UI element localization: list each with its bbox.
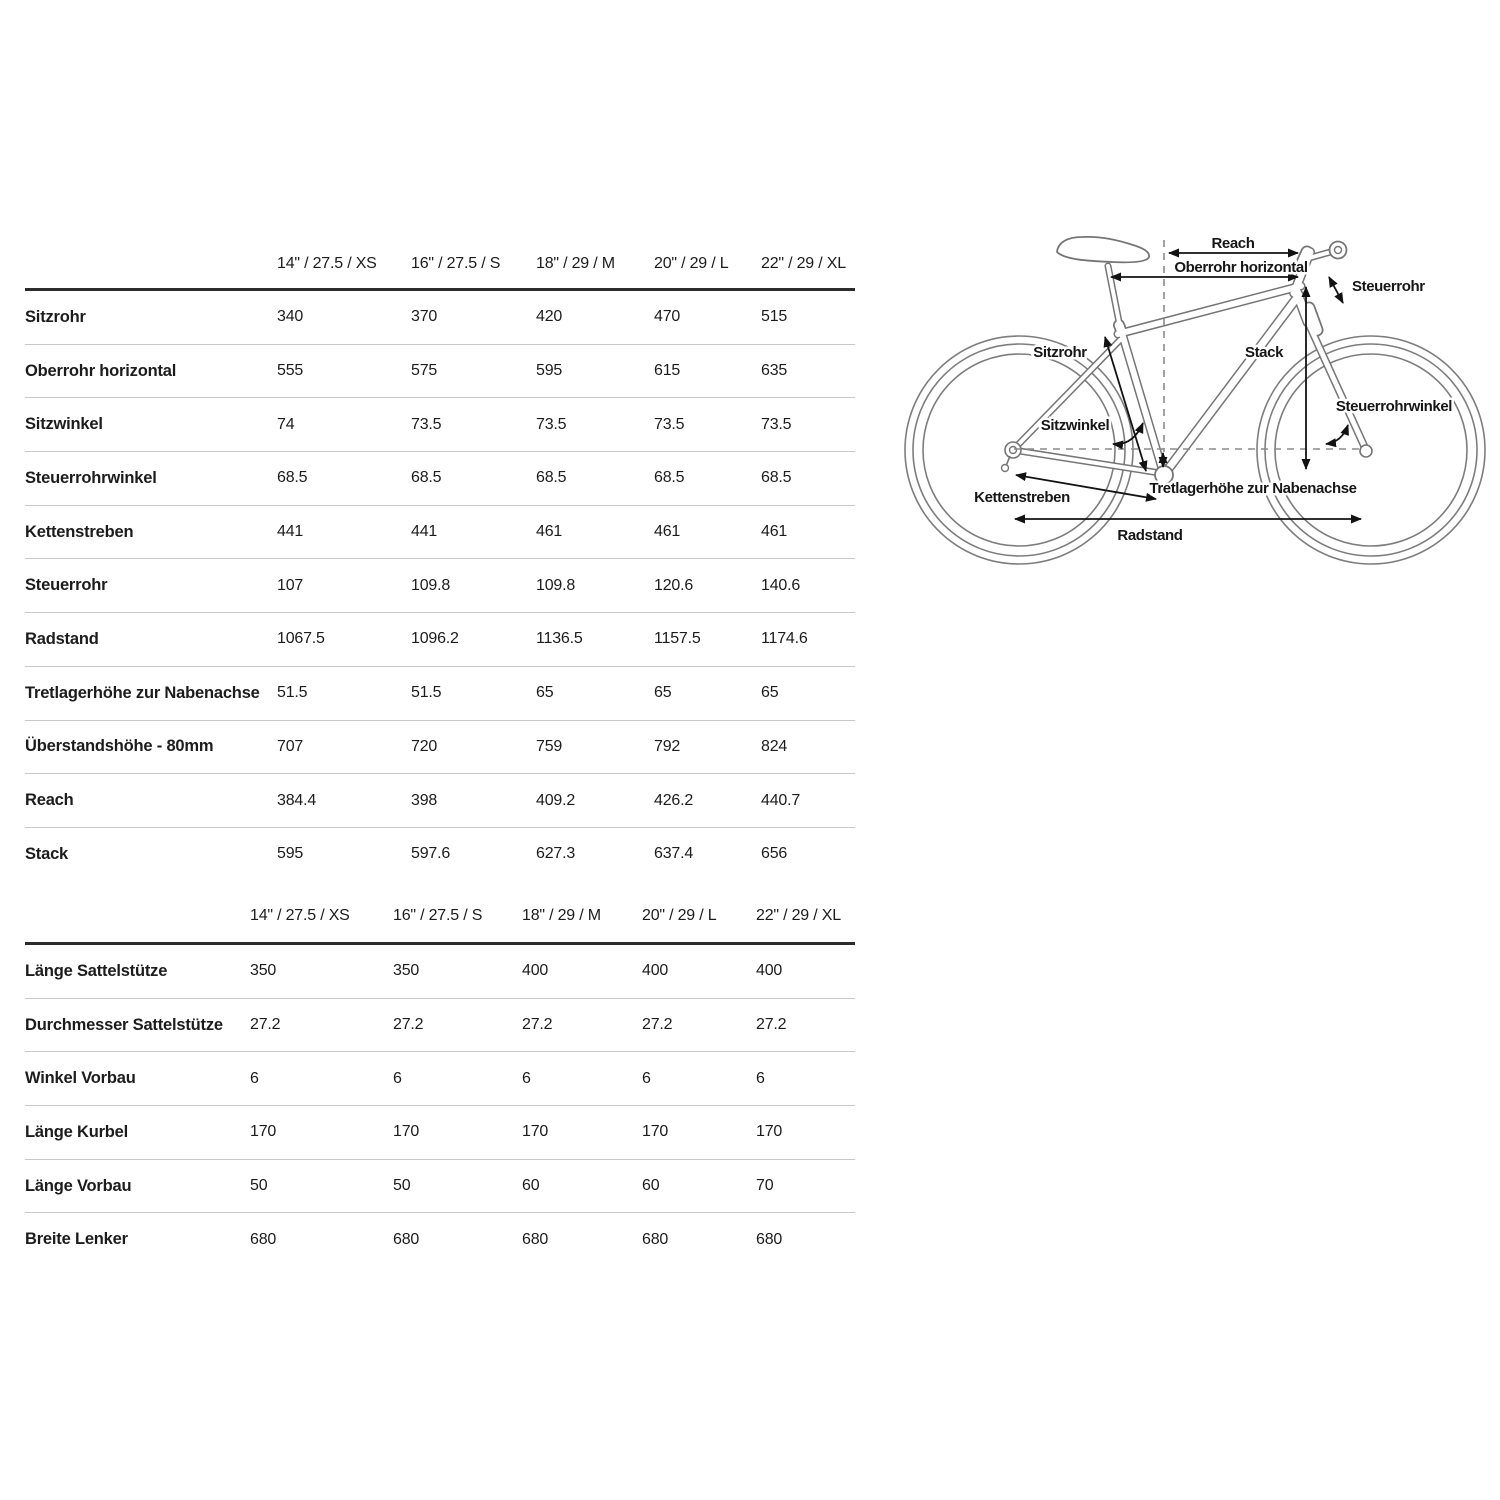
cell-value: 60 bbox=[522, 1177, 540, 1195]
table-row bbox=[25, 452, 855, 506]
table-row bbox=[25, 1052, 855, 1106]
cell-value: 170 bbox=[756, 1123, 783, 1141]
row-label: Tretlagerhöhe zur Nabenachse bbox=[25, 683, 260, 702]
table-row bbox=[25, 1160, 855, 1214]
cell-value: 441 bbox=[277, 523, 304, 541]
tretlagerhoehe-label: Tretlagerhöhe zur Nabenachse bbox=[1149, 480, 1357, 497]
sitzrohr-label: Sitzrohr bbox=[1033, 344, 1087, 361]
column-header-l: 20" / 29 / L bbox=[654, 255, 729, 272]
cell-value: 555 bbox=[277, 362, 304, 380]
column-header-m: 18" / 29 / M bbox=[522, 907, 601, 924]
stack-label: Stack bbox=[1244, 344, 1284, 361]
cell-value: 6 bbox=[642, 1069, 651, 1087]
cell-value: 50 bbox=[393, 1177, 411, 1195]
cell-value: 51.5 bbox=[411, 684, 442, 702]
cell-value: 824 bbox=[761, 737, 788, 755]
row-label: Durchmesser Sattelstütze bbox=[25, 1015, 223, 1034]
cell-value: 680 bbox=[522, 1230, 549, 1248]
table-row bbox=[25, 667, 855, 721]
cell-value: 792 bbox=[654, 737, 681, 755]
table-row bbox=[25, 506, 855, 560]
oberrohr-label: Oberrohr horizontal bbox=[1174, 259, 1308, 276]
diagram-labels bbox=[974, 235, 1452, 544]
cell-value: 73.5 bbox=[761, 415, 792, 433]
cell-value: 637.4 bbox=[654, 845, 694, 863]
handlebar-icon bbox=[1330, 242, 1347, 259]
cell-value: 350 bbox=[250, 962, 277, 980]
cell-value: 470 bbox=[654, 308, 681, 326]
cell-value: 575 bbox=[411, 362, 438, 380]
table-row bbox=[25, 613, 855, 667]
cell-value: 409.2 bbox=[536, 791, 576, 809]
column-header-l: 20" / 29 / L bbox=[642, 907, 717, 924]
cell-value: 140.6 bbox=[761, 576, 801, 594]
column-header-xs: 14" / 27.5 / XS bbox=[277, 255, 377, 272]
cell-value: 27.2 bbox=[756, 1016, 787, 1034]
cell-value: 1067.5 bbox=[277, 630, 325, 648]
cell-value: 656 bbox=[761, 845, 788, 863]
row-label: Steuerrohr bbox=[25, 576, 108, 595]
cell-value: 27.2 bbox=[250, 1016, 281, 1034]
cell-value: 70 bbox=[756, 1177, 774, 1195]
cell-value: 595 bbox=[536, 362, 563, 380]
cell-value: 1096.2 bbox=[411, 630, 459, 648]
table-row bbox=[25, 999, 855, 1053]
cell-value: 65 bbox=[761, 684, 779, 702]
cell-value: 170 bbox=[393, 1123, 420, 1141]
cell-value: 6 bbox=[250, 1069, 259, 1087]
column-header-s: 16" / 27.5 / S bbox=[393, 907, 483, 924]
cell-value: 170 bbox=[642, 1123, 669, 1141]
row-label: Stack bbox=[25, 844, 69, 863]
cell-value: 461 bbox=[761, 523, 788, 541]
cell-value: 170 bbox=[522, 1123, 549, 1141]
cell-value: 461 bbox=[536, 523, 563, 541]
components-table-header bbox=[25, 890, 855, 945]
cell-value: 340 bbox=[277, 308, 304, 326]
cell-value: 426.2 bbox=[654, 791, 694, 809]
cell-value: 6 bbox=[756, 1069, 765, 1087]
table-row bbox=[25, 291, 855, 345]
cell-value: 707 bbox=[277, 737, 304, 755]
cell-value: 68.5 bbox=[761, 469, 792, 487]
cell-value: 627.3 bbox=[536, 845, 576, 863]
row-label: Winkel Vorbau bbox=[25, 1069, 136, 1088]
cell-value: 109.8 bbox=[536, 576, 576, 594]
cell-value: 107 bbox=[277, 576, 304, 594]
row-label: Sitzwinkel bbox=[25, 415, 103, 434]
cell-value: 680 bbox=[642, 1230, 669, 1248]
cell-value: 400 bbox=[756, 962, 783, 980]
row-label: Länge Vorbau bbox=[25, 1176, 132, 1195]
row-label: Länge Kurbel bbox=[25, 1122, 129, 1141]
row-label: Oberrohr horizontal bbox=[25, 361, 177, 380]
geometry-table bbox=[25, 240, 855, 881]
cell-value: 461 bbox=[654, 523, 681, 541]
table-row bbox=[25, 1106, 855, 1160]
row-label: Länge Sattelstütze bbox=[25, 961, 168, 980]
sitzwinkel-label: Sitzwinkel bbox=[1040, 417, 1110, 434]
cell-value: 170 bbox=[250, 1123, 277, 1141]
cell-value: 720 bbox=[411, 737, 438, 755]
cell-value: 680 bbox=[393, 1230, 420, 1248]
cell-value: 1136.5 bbox=[536, 630, 583, 648]
cell-value: 73.5 bbox=[654, 415, 685, 433]
cell-value: 384.4 bbox=[277, 791, 317, 809]
column-header-xs: 14" / 27.5 / XS bbox=[250, 907, 350, 924]
cell-value: 398 bbox=[411, 791, 438, 809]
steuerrohrwinkel-angle-arrow bbox=[1326, 425, 1348, 444]
cell-value: 51.5 bbox=[277, 684, 308, 702]
table-row bbox=[25, 721, 855, 775]
cell-value: 597.6 bbox=[411, 845, 451, 863]
cell-value: 60 bbox=[642, 1177, 660, 1195]
cell-value: 680 bbox=[250, 1230, 277, 1248]
cell-value: 27.2 bbox=[522, 1016, 553, 1034]
column-header-m: 18" / 29 / M bbox=[536, 255, 615, 272]
steuerrohrwinkel-label: Steuerrohrwinkel bbox=[1335, 398, 1453, 415]
table-row bbox=[25, 1213, 855, 1266]
cell-value: 440.7 bbox=[761, 791, 801, 809]
cell-value: 6 bbox=[522, 1069, 531, 1087]
cell-value: 120.6 bbox=[654, 576, 694, 594]
sitzwinkel-angle-arrow bbox=[1113, 423, 1143, 444]
cell-value: 615 bbox=[654, 362, 681, 380]
row-label: Überstandshöhe - 80mm bbox=[25, 737, 214, 756]
cell-value: 6 bbox=[393, 1069, 402, 1087]
table-row bbox=[25, 774, 855, 828]
cell-value: 68.5 bbox=[654, 469, 685, 487]
cell-value: 759 bbox=[536, 737, 563, 755]
components-table bbox=[25, 890, 855, 1266]
row-label: Reach bbox=[25, 791, 74, 810]
cell-value: 65 bbox=[654, 684, 672, 702]
geometry-table-header bbox=[25, 240, 855, 291]
column-header-xl: 22" / 29 / XL bbox=[756, 907, 841, 924]
radstand-label: Radstand bbox=[1117, 527, 1183, 544]
cell-value: 441 bbox=[411, 523, 438, 541]
cell-value: 50 bbox=[250, 1177, 268, 1195]
rear-axle-icon bbox=[1005, 442, 1021, 458]
table-row bbox=[25, 945, 855, 999]
table-row bbox=[25, 398, 855, 452]
geometry-table-body bbox=[25, 291, 855, 881]
reach-label: Reach bbox=[1211, 235, 1255, 252]
row-label: Breite Lenker bbox=[25, 1230, 128, 1249]
cell-value: 65 bbox=[536, 684, 554, 702]
cell-value: 635 bbox=[761, 362, 788, 380]
row-label: Steuerrohrwinkel bbox=[25, 468, 157, 487]
cell-value: 420 bbox=[536, 308, 563, 326]
steuerrohr-arrow bbox=[1329, 277, 1343, 303]
cell-value: 515 bbox=[761, 308, 788, 326]
cell-value: 73.5 bbox=[411, 415, 442, 433]
cell-value: 680 bbox=[756, 1230, 783, 1248]
row-label: Sitzrohr bbox=[25, 307, 86, 326]
cell-value: 370 bbox=[411, 308, 438, 326]
cell-value: 74 bbox=[277, 415, 295, 433]
bike-geometry-diagram bbox=[878, 190, 1500, 620]
cell-value: 27.2 bbox=[393, 1016, 424, 1034]
cell-value: 1157.5 bbox=[654, 630, 701, 648]
steuerrohr-label: Steuerrohr bbox=[1352, 278, 1425, 295]
kettenstreben-label: Kettenstreben bbox=[974, 489, 1070, 506]
cell-value: 27.2 bbox=[642, 1016, 673, 1034]
cell-value: 73.5 bbox=[536, 415, 567, 433]
front-axle-icon bbox=[1360, 445, 1372, 457]
cell-value: 350 bbox=[393, 962, 420, 980]
table-row bbox=[25, 345, 855, 399]
cell-value: 1174.6 bbox=[761, 630, 808, 648]
cell-value: 400 bbox=[522, 962, 549, 980]
table-row bbox=[25, 559, 855, 613]
cell-value: 400 bbox=[642, 962, 669, 980]
cell-value: 68.5 bbox=[411, 469, 442, 487]
components-table-body bbox=[25, 945, 855, 1266]
cell-value: 68.5 bbox=[277, 469, 308, 487]
row-label: Kettenstreben bbox=[25, 522, 134, 541]
cell-value: 595 bbox=[277, 845, 304, 863]
row-label: Radstand bbox=[25, 629, 99, 648]
cell-value: 68.5 bbox=[536, 469, 567, 487]
saddle-icon bbox=[1057, 237, 1149, 263]
column-header-s: 16" / 27.5 / S bbox=[411, 255, 501, 272]
cell-value: 109.8 bbox=[411, 576, 451, 594]
column-header-xl: 22" / 29 / XL bbox=[761, 255, 846, 272]
table-row bbox=[25, 828, 855, 881]
